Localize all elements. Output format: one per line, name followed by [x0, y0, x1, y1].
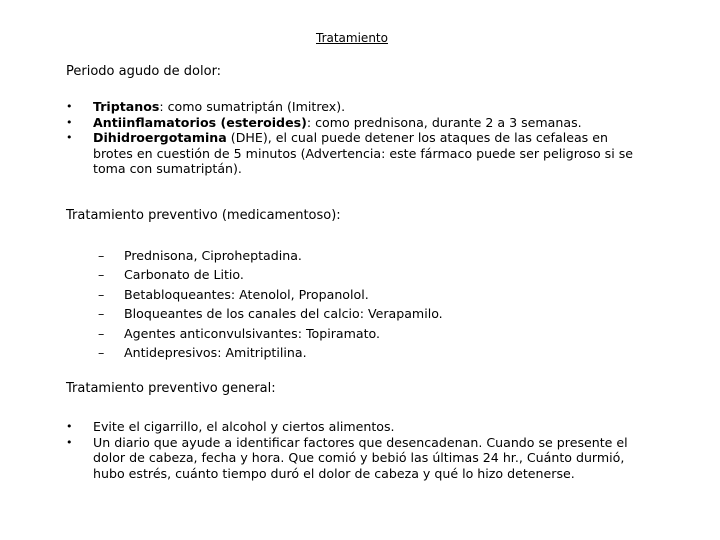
item-text: : como sumatriptán (Imitrex). [159, 99, 346, 114]
bullet-icon: • [66, 420, 73, 433]
item-text: : como prednisona, durante 2 a 3 semanas. [306, 114, 582, 130]
acute-treatment-list [66, 99, 646, 177]
list-item [98, 324, 598, 343]
item-text: Un diario que ayude a identificar factores que desencadenan. Cuando se presente el dolor de cabeza, fecha y hora. Que comió y bebió las últimas 24 hr., Cuánto durmió, hubo estrés, cuánto tiempo duró el dolor de cabeza y qué lo hizo detenerse. [93, 434, 628, 481]
dash-icon: – [98, 267, 105, 283]
drug-name: Dihidroergotamina [93, 130, 227, 146]
preventive-medication-heading: Tratamiento preventivo (medicamentoso): [66, 208, 341, 223]
list-item [98, 265, 598, 284]
list-item [98, 246, 598, 265]
list-item [66, 419, 646, 435]
list-item [98, 285, 598, 304]
preventive-medication-list [98, 246, 598, 362]
list-item [66, 435, 646, 482]
bullet-icon: • [66, 131, 73, 145]
dash-icon: – [98, 325, 105, 341]
dash-icon: – [98, 345, 105, 361]
list-item [98, 304, 598, 323]
acute-period-heading: Periodo agudo de dolor: [66, 64, 222, 79]
item-text: Antidepresivos: Amitriptilina. [124, 345, 307, 361]
item-text: Prednisona, Ciproheptadina. [124, 248, 302, 263]
dash-icon: – [98, 248, 105, 263]
item-text: Agentes anticonvulsivantes: Topiramato. [124, 325, 381, 341]
drug-name: Antiinflamatorios (esteroides) [93, 114, 307, 130]
drug-name: Triptanos [93, 99, 160, 114]
list-item [66, 130, 646, 177]
bullet-icon: • [66, 435, 73, 449]
item-text: (DHE), el cual puede detener los ataques de las cefaleas en brotes en cuestión de 5 minutos (Advertencia: este fármaco puede ser peligroso si se toma con sumatriptán). [93, 130, 634, 177]
general-preventive-heading: Tratamiento preventivo general: [66, 381, 276, 396]
dash-icon: – [98, 306, 105, 322]
item-text: Carbonato de Litio. [124, 267, 244, 283]
dash-icon: – [98, 286, 105, 302]
item-text: Betabloqueantes: Atenolol, Propanolol. [124, 286, 369, 302]
document-title: Tratamiento [316, 31, 388, 45]
bullet-icon: • [66, 100, 73, 113]
general-preventive-list [66, 419, 646, 481]
list-item [66, 115, 646, 131]
list-item [98, 343, 598, 362]
item-text: Bloqueantes de los canales del calcio: Verapamilo. [124, 306, 443, 322]
item-text: Evite el cigarrillo, el alcohol y ciertos alimentos. [93, 419, 395, 434]
list-item [66, 99, 646, 115]
bullet-icon: • [66, 115, 73, 129]
